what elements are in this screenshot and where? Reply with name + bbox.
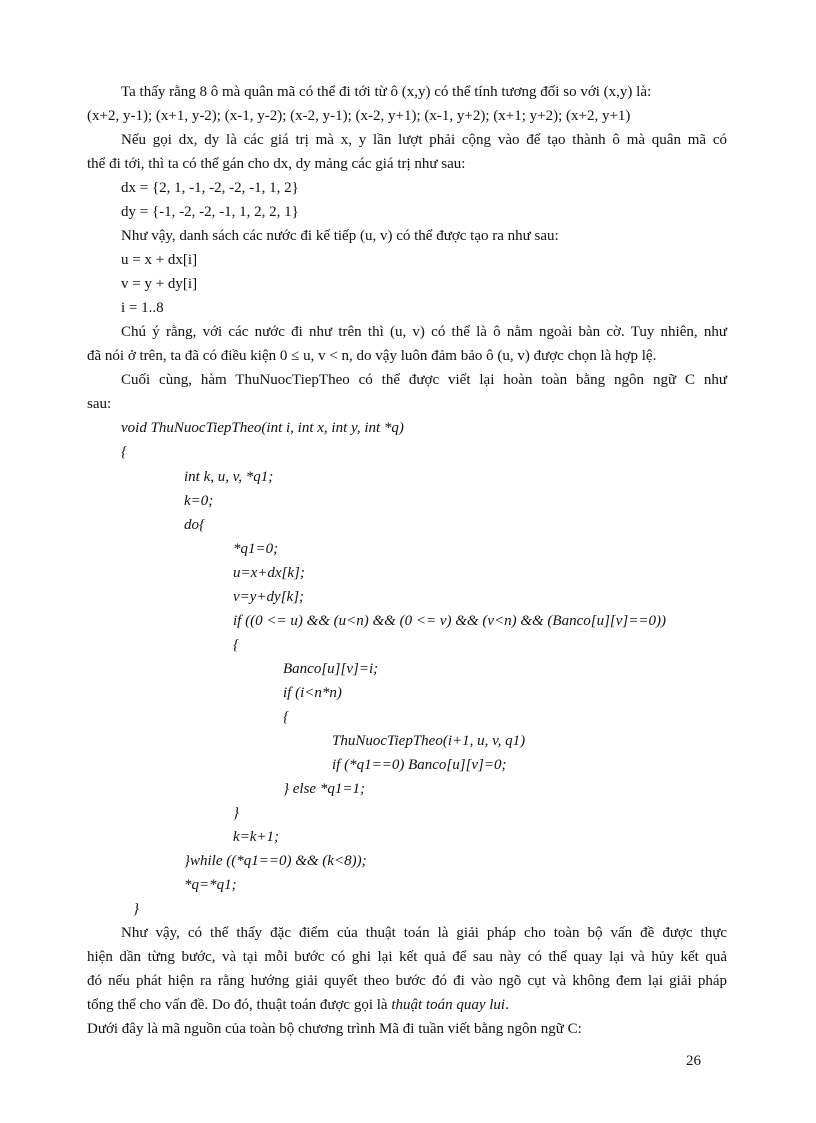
conclusion-period: . bbox=[505, 997, 509, 1013]
code-line: k=0; bbox=[184, 493, 214, 509]
code-line: } bbox=[233, 805, 239, 821]
paragraph-function-line1: Cuối cùng, hàm ThuNuocTiepTheo có thể được viết lại hoàn toàn bằng ngôn ngữ C như bbox=[121, 372, 727, 388]
dx-array: dx = {2, 1, -1, -2, -2, -1, 1, 2} bbox=[121, 180, 299, 196]
code-line: *q1=0; bbox=[233, 541, 279, 557]
code-line: Banco[u][v]=i; bbox=[283, 661, 379, 677]
paragraph-conclusion-line3: đó nếu phát hiện ra rằng hướng giải quyết theo bước đó đi vào ngõ cụt và không đem lại giải pháp bbox=[87, 973, 727, 989]
code-line: } bbox=[133, 901, 139, 917]
code-line: if ((0 <= u) && (u<n) && (0 <= v) && (v<n) && (Banco[u][v]==0)) bbox=[233, 613, 666, 629]
code-line: { bbox=[233, 637, 239, 653]
paragraph-conclusion-line1: Như vậy, có thể thấy đặc điểm của thuật toán là giải pháp cho toàn bộ vấn đề được thực bbox=[121, 925, 727, 941]
term-backtracking: thuật toán quay lui bbox=[391, 997, 506, 1013]
paragraph-note-line1: Chú ý rằng, với các nước đi như trên thì (u, v) có thể là ô nằm ngoài bàn cờ. Tuy nhiên, như bbox=[121, 324, 727, 340]
paragraph-conclusion-line2: hiện dần từng bước, và tại mỗi bước có ghi lại kết quả để sau này có thể quay lại và hủy kết quả bbox=[87, 949, 727, 965]
code-line: } else *q1=1; bbox=[283, 781, 365, 797]
paragraph-function-line2: sau: bbox=[87, 396, 112, 412]
code-line: if (i<n*n) bbox=[283, 685, 342, 701]
paragraph-knight-moves-intro: Ta thấy rằng 8 ô mà quân mã có thể đi tới từ ô (x,y) có thể tính tương đối so với (x,y) là: bbox=[121, 84, 652, 100]
code-line: k=k+1; bbox=[233, 829, 280, 845]
paragraph-knight-moves-list: (x+2, y-1); (x+1, y-2); (x-1, y-2); (x-2, y-1); (x-2, y+1); (x-1, y+2); (x+1; y+2); (x+2, y+1) bbox=[87, 108, 631, 124]
dy-array: dy = {-1, -2, -2, -1, 1, 2, 2, 1} bbox=[121, 204, 299, 220]
formula-v: v = y + dy[i] bbox=[121, 276, 198, 292]
paragraph-source-code-intro: Dưới đây là mã nguồn của toàn bộ chương trình Mã đi tuần viết bằng ngôn ngữ C: bbox=[87, 1021, 582, 1037]
paragraph-dx-dy-line2: thể đi tới, thì ta có thể gán cho dx, dy mảng các giá trị như sau: bbox=[87, 156, 466, 172]
page-number: 26 bbox=[686, 1053, 701, 1069]
code-line: ThuNuocTiepTheo(i+1, u, v, q1) bbox=[332, 733, 526, 749]
code-line: }while ((*q1==0) && (k<8)); bbox=[184, 853, 367, 869]
code-line: *q=*q1; bbox=[184, 877, 237, 893]
formula-i: i = 1..8 bbox=[121, 300, 164, 316]
conclusion-text: tổng thể cho vấn đề. Do đó, thuật toán được gọi là bbox=[87, 997, 392, 1013]
code-line: { bbox=[283, 709, 289, 725]
code-line: int k, u, v, *q1; bbox=[184, 469, 274, 485]
code-line: u=x+dx[k]; bbox=[233, 565, 305, 581]
code-line: if (*q1==0) Banco[u][v]=0; bbox=[332, 757, 507, 773]
formula-u: u = x + dx[i] bbox=[121, 252, 198, 268]
paragraph-dx-dy-line1: Nếu gọi dx, dy là các giá trị mà x, y lần lượt phải cộng vào để tạo thành ô mà quân mã có bbox=[121, 132, 727, 148]
code-line: { bbox=[121, 444, 127, 460]
paragraph-next-moves: Như vậy, danh sách các nước đi kế tiếp (u, v) có thể được tạo ra như sau: bbox=[121, 228, 559, 244]
paragraph-note-line2: đã nói ở trên, ta đã có điều kiện 0 ≤ u, v < n, do vậy luôn đảm bảo ô (u, v) được chọn là hợp lệ. bbox=[87, 348, 657, 364]
code-line: void ThuNuocTiepTheo(int i, int x, int y, int *q) bbox=[121, 420, 404, 436]
code-line: v=y+dy[k]; bbox=[233, 589, 305, 605]
code-line: do{ bbox=[184, 517, 205, 533]
paragraph-conclusion-line4 bbox=[87, 993, 727, 1017]
